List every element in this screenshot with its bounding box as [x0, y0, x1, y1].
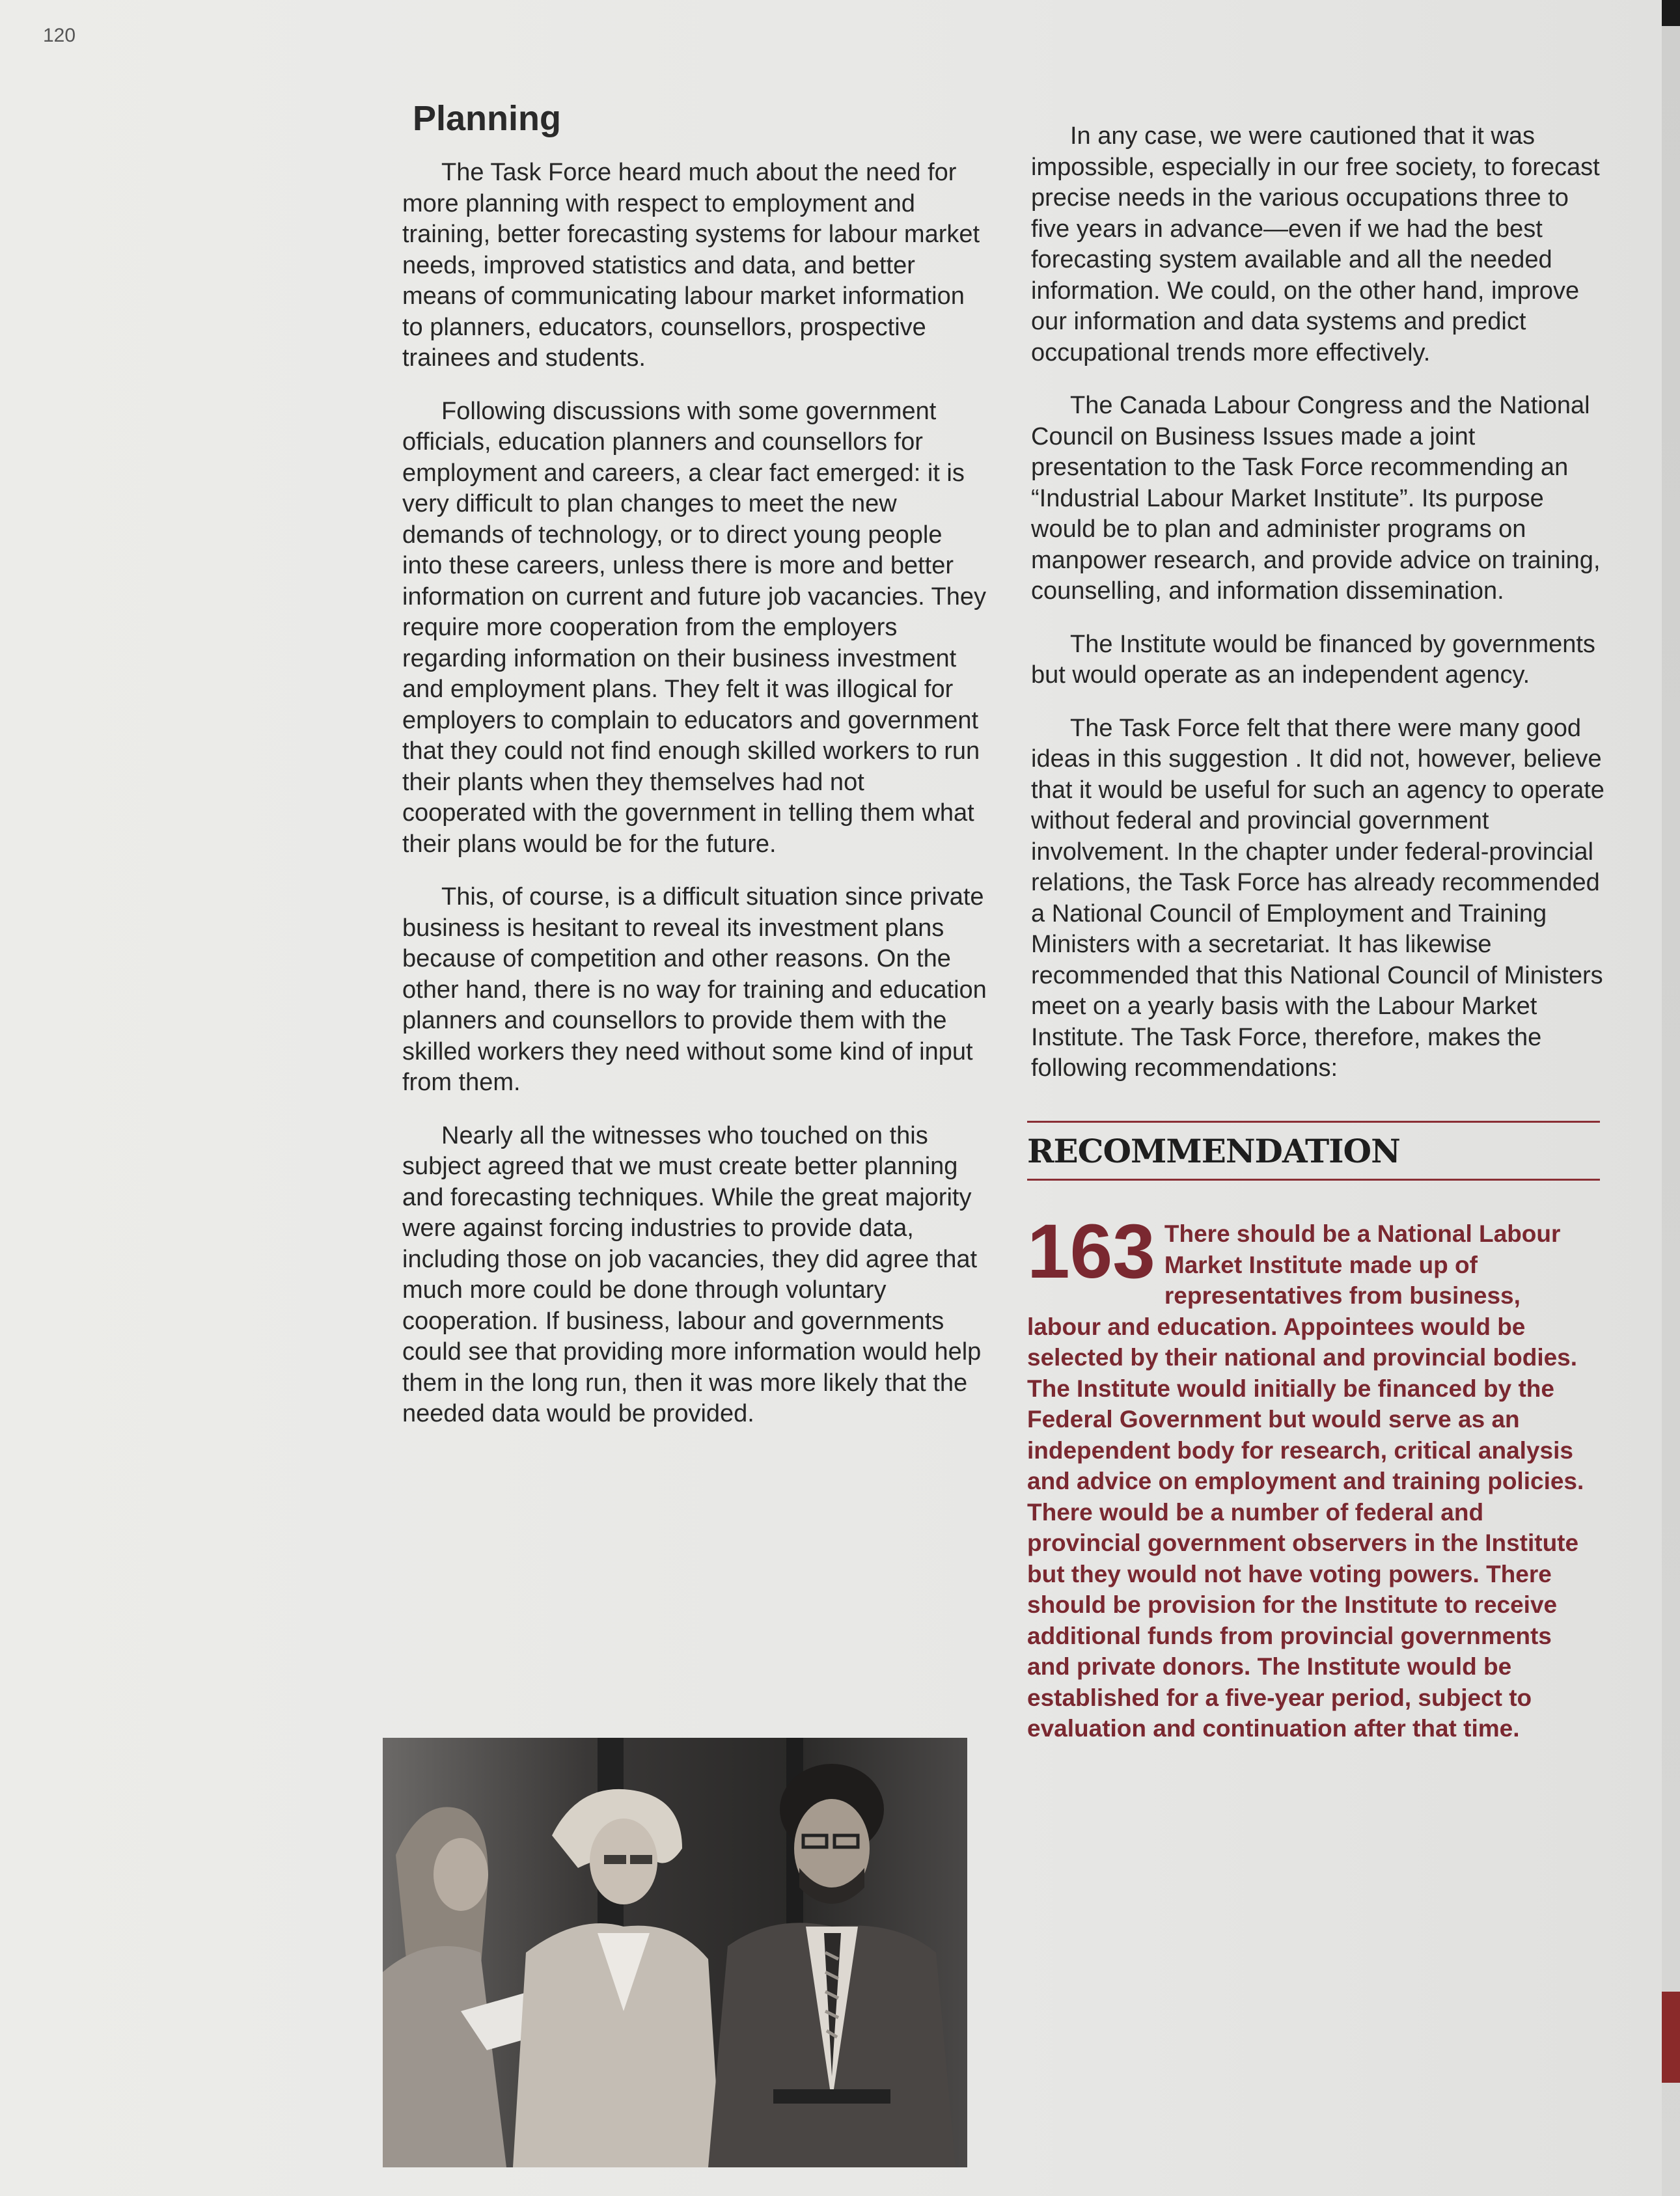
divider [1027, 1179, 1600, 1181]
page-number: 120 [43, 25, 76, 46]
recommendation-text: There should be a National Labour Market Institute made up of representatives from business, labour and education. Appointees would be selected by their national and provincial bodies. The Institute would initially be financed by the Federal Government but would serve as an independent body for research, critical analysis and advice on employment and training policies. There would be a number of federal and provincial government observers in the Institute but they would not have voting powers. There should be provision for the Institute to receive additional funds from provincial governments and private donors. The Institute would be established for a five-year period, subject to evaluation and continuation after that time. [1027, 1220, 1584, 1742]
right-column [1031, 121, 1605, 1106]
paragraph: The Task Force heard much about the need for more planning with respect to employment and training, better forecasting systems for labour market needs, improved statistics and data, and better means of communicating labour market information to planners, educators, counsellors, prospective trainees and students. [402, 159, 980, 372]
paragraph: Nearly all the witnesses who touched on this subject agreed that we must create better planning and forecasting techniques. While the great majority were against forcing industries to provide data, including those on job vacancies, they did agree that much more could be done through voluntary cooperation. If business, labour and governments could see that providing more information would help them in the long run, then it was more likely that the needed data would be provided. [402, 1121, 982, 1427]
paragraph: The Canada Labour Congress and the National Council on Business Issues made a joint presentation to the Task Force recommending an “Industrial Labour Market Institute”. Its purpose would be to plan and administer programs on manpower research, and provide advice on training, counselling, and information dissemination. [1031, 392, 1601, 605]
section-heading: Planning [413, 99, 561, 138]
photograph [383, 1738, 967, 2167]
paragraph: This, of course, is a difficult situation since private business is hesitant to reveal its investment plans because of competition and other reasons. On the other hand, there is no way for training and education planners and counsellors to provide them with the skilled workers they need without some kind of input from them. [402, 883, 987, 1096]
paragraph: The Task Force felt that there were many good ideas in this suggestion . It did not, however, believe that it would be useful for such an agency to operate without federal and provincial government involvement. In the chapter under federal-provincial relations, the Task Force has already recommended a National Council of Employment and Training Ministers with a secretariat. It has likewise recommended that this National Council of Ministers meet on a yearly basis with the Labour Market Institute. The Task Force, therefore, makes the following recommendations: [1031, 714, 1604, 1082]
paragraph: The Institute would be financed by governments but would operate as an independent agency. [1031, 630, 1595, 689]
left-column [402, 98, 988, 1452]
paragraph: Following discussions with some government officials, education planners and counsellors for employment and careers, a clear fact emerged: it is very difficult to plan changes to meet the new demands of technology, or to direct young people into these careers, unless there is more and better information on current and future job vacancies. They require more cooperation from the employers regarding information on their business investment and employment plans. They felt it was illogical for employers to complain to educators and government that they could not find enough skilled workers to run their plants when they themselves had not cooperated with the government in telling them what their plans would be for the future. [402, 397, 987, 858]
page-edge [1662, 0, 1680, 2196]
photo-illustration [383, 1738, 967, 2167]
recommendation-box [1027, 1121, 1600, 1744]
paragraph: In any case, we were cautioned that it was impossible, especially in our free society, to forecast precise needs in the various occupations three to five years in advance—even if we had the best forecasting system available and all the needed information. We could, on the other hand, improve our information and data systems and predict occupational trends more effectively. [1031, 122, 1600, 366]
chapter-tab [1662, 1992, 1680, 2083]
recommendation-title: RECOMMENDATION [1027, 1132, 1400, 1170]
recommendation-number: 163 [1027, 1209, 1155, 1295]
recommendation-body [1027, 1209, 1600, 1744]
